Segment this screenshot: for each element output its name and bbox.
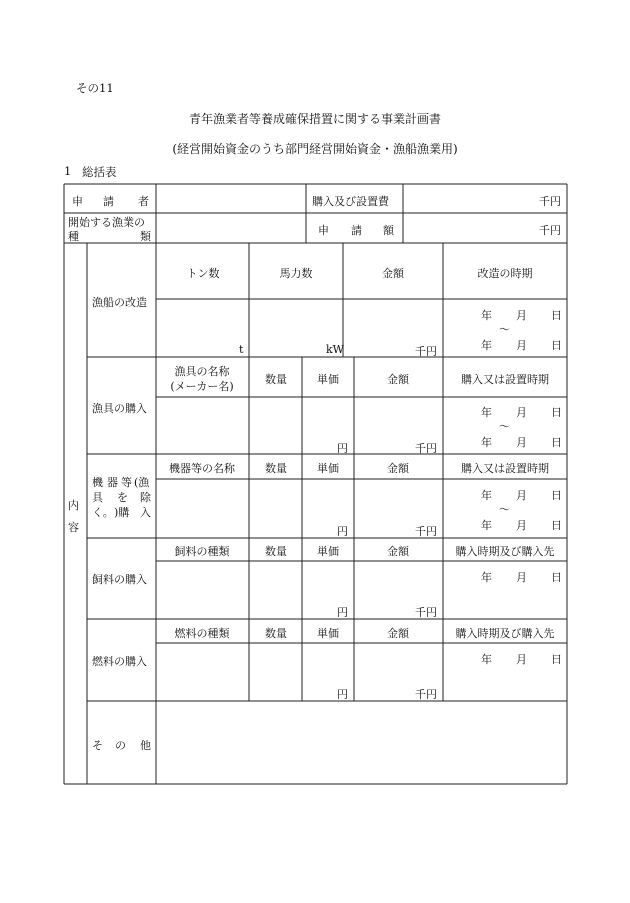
- gear-col-qty: 数量: [265, 373, 287, 386]
- fuel-date-month: 月: [516, 653, 527, 666]
- feed-date-year: 年: [481, 571, 492, 584]
- fuel-date-year: 年: [481, 653, 492, 666]
- gear-col-unit-price: 単価: [317, 373, 339, 386]
- fuel-unit-yen: 円: [337, 688, 348, 701]
- feed-col-amount: 金額: [387, 545, 409, 558]
- equipment-col-amount: 金額: [387, 462, 409, 475]
- gear-unit-thousand-yen: 千円: [415, 442, 437, 455]
- gear-date-year-to: 年: [481, 436, 492, 449]
- fishery-type-label-kind-1: 種: [68, 230, 79, 243]
- gear-date-month-to: 月: [516, 436, 527, 449]
- section-title: 総括表: [82, 165, 117, 179]
- equipment-label-1d: (漁: [134, 476, 150, 489]
- other-label-3: 他: [140, 739, 151, 752]
- equipment-label-1c: 等: [121, 476, 132, 489]
- boat-date-day-to: 日: [551, 339, 562, 352]
- document-title: 青年漁業者等養成確保措置に関する事業計画書: [188, 112, 441, 126]
- fuel-date-day: 日: [551, 653, 562, 666]
- equipment-col-qty: 数量: [265, 462, 287, 475]
- equipment-col-unit-price: 単価: [317, 462, 339, 475]
- feed-col-qty: 数量: [265, 545, 287, 558]
- fishery-type-label-line1: 開始する漁業の: [68, 216, 145, 229]
- equipment-date-day-from: 日: [551, 489, 562, 502]
- equipment-unit-thousand-yen: 千円: [415, 525, 437, 538]
- boat-col-timing: 改造の時期: [477, 267, 533, 280]
- boat-date-month-from: 月: [516, 309, 527, 322]
- boat-date-month-to: 月: [516, 339, 527, 352]
- equipment-col-timing: 購入又は設置時期: [461, 462, 549, 475]
- application-amount-label-3: 額: [383, 224, 394, 237]
- gear-date-tilde: ～: [499, 420, 510, 433]
- equipment-label-1a: 機: [92, 476, 103, 489]
- equipment-date-tilde: ～: [499, 503, 510, 516]
- gear-date-year-from: 年: [481, 406, 492, 419]
- gear-unit-yen: 円: [337, 442, 348, 455]
- boat-col-tonnage: トン数: [186, 267, 220, 280]
- applicant-label-2: 請: [103, 195, 114, 208]
- equipment-date-month-from: 月: [516, 489, 527, 502]
- boat-date-year-from: 年: [481, 309, 492, 322]
- content-label-2: 容: [68, 521, 79, 534]
- section-number: 1: [64, 164, 72, 178]
- feed-purchase-label: 飼料の購入: [92, 573, 147, 586]
- equipment-label-2c: 除: [140, 491, 151, 504]
- document-subtitle: (経営開始資金のうち部門経営開始資金・漁船漁業用): [172, 142, 458, 156]
- other-label-1: そ: [92, 739, 103, 752]
- content-label-1: 内: [68, 499, 79, 512]
- equipment-col-name: 機器等の名称: [169, 462, 235, 475]
- boat-unit-kw: kW: [326, 343, 344, 356]
- feed-unit-thousand-yen: 千円: [415, 606, 437, 619]
- feed-unit-yen: 円: [337, 606, 348, 619]
- equipment-date-day-to: 日: [551, 519, 562, 532]
- fuel-col-qty: 数量: [265, 627, 287, 640]
- gear-col-amount: 金額: [387, 373, 409, 386]
- fuel-col-amount: 金額: [387, 627, 409, 640]
- fuel-purchase-label: 燃料の購入: [92, 655, 147, 668]
- equipment-label-1b: 器: [107, 476, 118, 489]
- feed-col-unit-price: 単価: [317, 545, 339, 558]
- fuel-unit-thousand-yen: 千円: [415, 688, 437, 701]
- boat-unit-thousand-yen: 千円: [415, 345, 437, 358]
- gear-purchase-label: 漁具の購入: [92, 402, 147, 415]
- purchase-cost-label: 購入及び設置費: [312, 195, 389, 208]
- gear-col-maker: (メーカー名): [170, 380, 234, 393]
- equipment-unit-yen: 円: [337, 525, 348, 538]
- application-amount-unit: 千円: [539, 224, 561, 237]
- boat-date-tilde: ～: [499, 323, 510, 336]
- applicant-label-1: 申: [72, 195, 83, 208]
- feed-date-month: 月: [516, 571, 527, 584]
- gear-col-name: 漁具の名称: [174, 365, 230, 378]
- fishery-type-label-kind-2: 類: [140, 230, 151, 243]
- equipment-date-month-to: 月: [516, 519, 527, 532]
- purchase-cost-unit: 千円: [539, 195, 561, 208]
- equipment-date-year-to: 年: [481, 519, 492, 532]
- gear-date-day-to: 日: [551, 436, 562, 449]
- gear-date-month-from: 月: [516, 406, 527, 419]
- application-amount-label-2: 請: [351, 224, 362, 237]
- application-amount-label-1: 申: [318, 224, 329, 237]
- boat-date-day-from: 日: [551, 309, 562, 322]
- equipment-label-3b: )購: [114, 506, 130, 519]
- equipment-label-2b: を: [117, 491, 128, 504]
- equipment-label-2a: 具: [92, 491, 103, 504]
- fuel-col-unit-price: 単価: [317, 627, 339, 640]
- feed-col-timing: 購入時期及び購入先: [455, 545, 555, 558]
- gear-col-timing: 購入又は設置時期: [461, 373, 549, 386]
- applicant-label-3: 者: [138, 195, 149, 208]
- feed-date-day: 日: [551, 571, 562, 584]
- equipment-date-year-from: 年: [481, 489, 492, 502]
- other-label-2: の: [115, 739, 126, 752]
- fuel-col-timing: 購入時期及び購入先: [455, 627, 555, 640]
- feed-col-type: 飼料の種類: [174, 545, 230, 558]
- fuel-col-type: 燃料の種類: [174, 627, 230, 640]
- boat-col-horsepower: 馬力数: [279, 267, 313, 280]
- boat-modification-label: 漁船の改造: [92, 296, 147, 309]
- equipment-label-3c: 入: [140, 506, 151, 519]
- boat-unit-ton: t: [239, 343, 244, 356]
- gear-date-day-from: 日: [551, 406, 562, 419]
- boat-col-amount: 金額: [382, 267, 404, 280]
- equipment-label-3a: く。: [92, 506, 114, 519]
- document-number: その11: [76, 81, 114, 95]
- boat-date-year-to: 年: [481, 339, 492, 352]
